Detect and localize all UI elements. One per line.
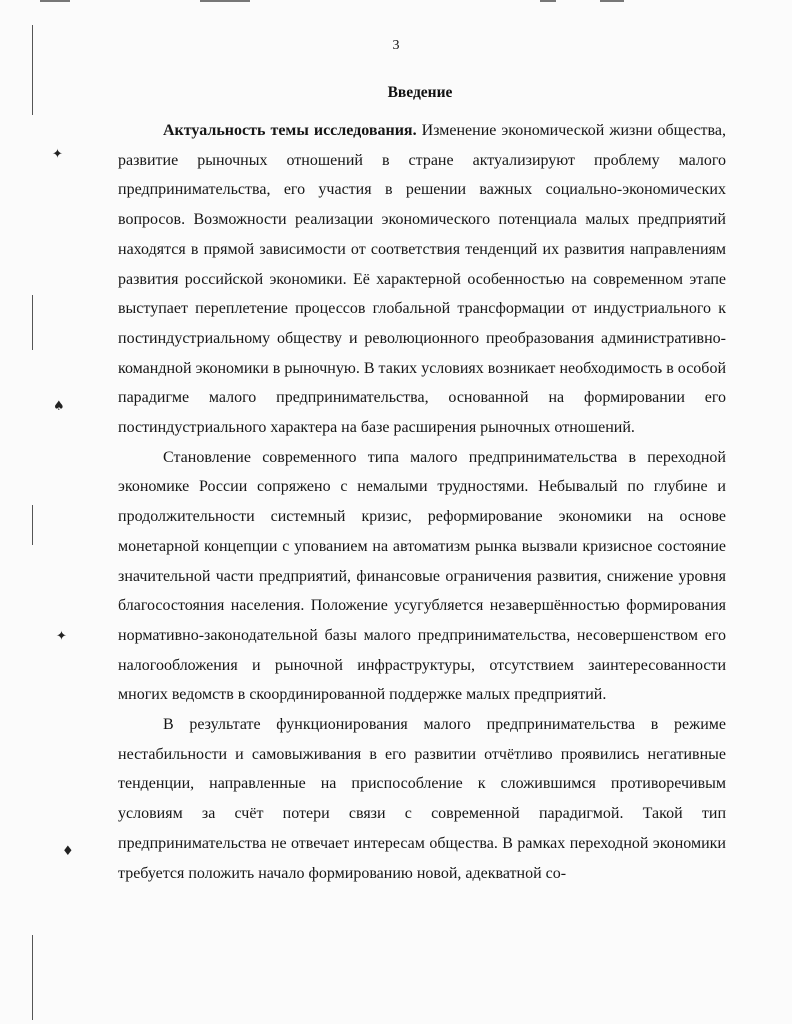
hole-punch-mark: ♠ [53,399,65,414]
hole-punch-mark: ♦ [62,844,74,859]
scan-artifact-line [600,0,624,2]
hole-punch-mark: ✦ [56,629,67,644]
page-number: 3 [392,38,400,53]
paragraph-text: Изменение экономической жизни общества, развитие рыночных отношений в стране актуализируют проблему малого предпринимательства, его участия в решении важных социально-экономических вопросов. Возможности реализации экономического потенциала малых предприятий находятся в прямой зависимости от соответствия тенденций их развития направлениям развития российской экономики. Её характерной особенностью на современном этапе выступает переплетение процессов глобальной трансформации от индустриального к постиндустриальному обществу и революционного преобразования административно-командной экономики в рыночную. В таких условиях возникает необходимость в особой парадигме малого предпринимательства, основанной на формировании его постиндустриального характера на базе расширения рыночных отношений. [118,122,726,437]
section-heading: Введение [387,84,453,101]
paragraph: Становление современного типа малого предпринимательства в переходной экономике России сопряжено с немалыми трудностями. Небывалый по глубине и продолжительности системный кризис, реформирование экономики на основе монетарной концепции с упованием на автоматизм рынка вызвали кризисное состояние значительной части предприятий, финансовые ограничения развития, снижение уровня благосостояния населения. Положение усугубляется незавершённостью формирования нормативно-законодательной базы малого предпринимательства, несовершенством его налогообложения и рыночной инфраструктуры, отсутствием заинтересованности многих ведомств в скоординированной поддержке малых предприятий. [118,448,726,704]
scan-artifact-line [40,0,70,2]
scan-edge-line [32,505,33,545]
paragraph [118,116,726,443]
scan-edge-line [32,935,33,1020]
paragraph: В результате функционирования малого предпринимательства в режиме нестабильности и самовыживания в его развитии отчётливо проявились негативные тенденции, направленные на приспособление к сложившимся противоречивым условиям за счёт потери связи с современной парадигмой. Такой тип предпринимательства не отвечает интересам общества. В рамках переходной экономики требуется положить начало формированию новой, адекватной со- [118,716,726,882]
scan-artifact-line [200,0,250,2]
scan-edge-line [32,295,33,350]
body-text [118,116,726,888]
scan-artifact-line [540,0,556,2]
paragraph-lead: Актуальность темы исследования. [163,122,417,139]
hole-punch-mark: ✦ [52,147,63,162]
